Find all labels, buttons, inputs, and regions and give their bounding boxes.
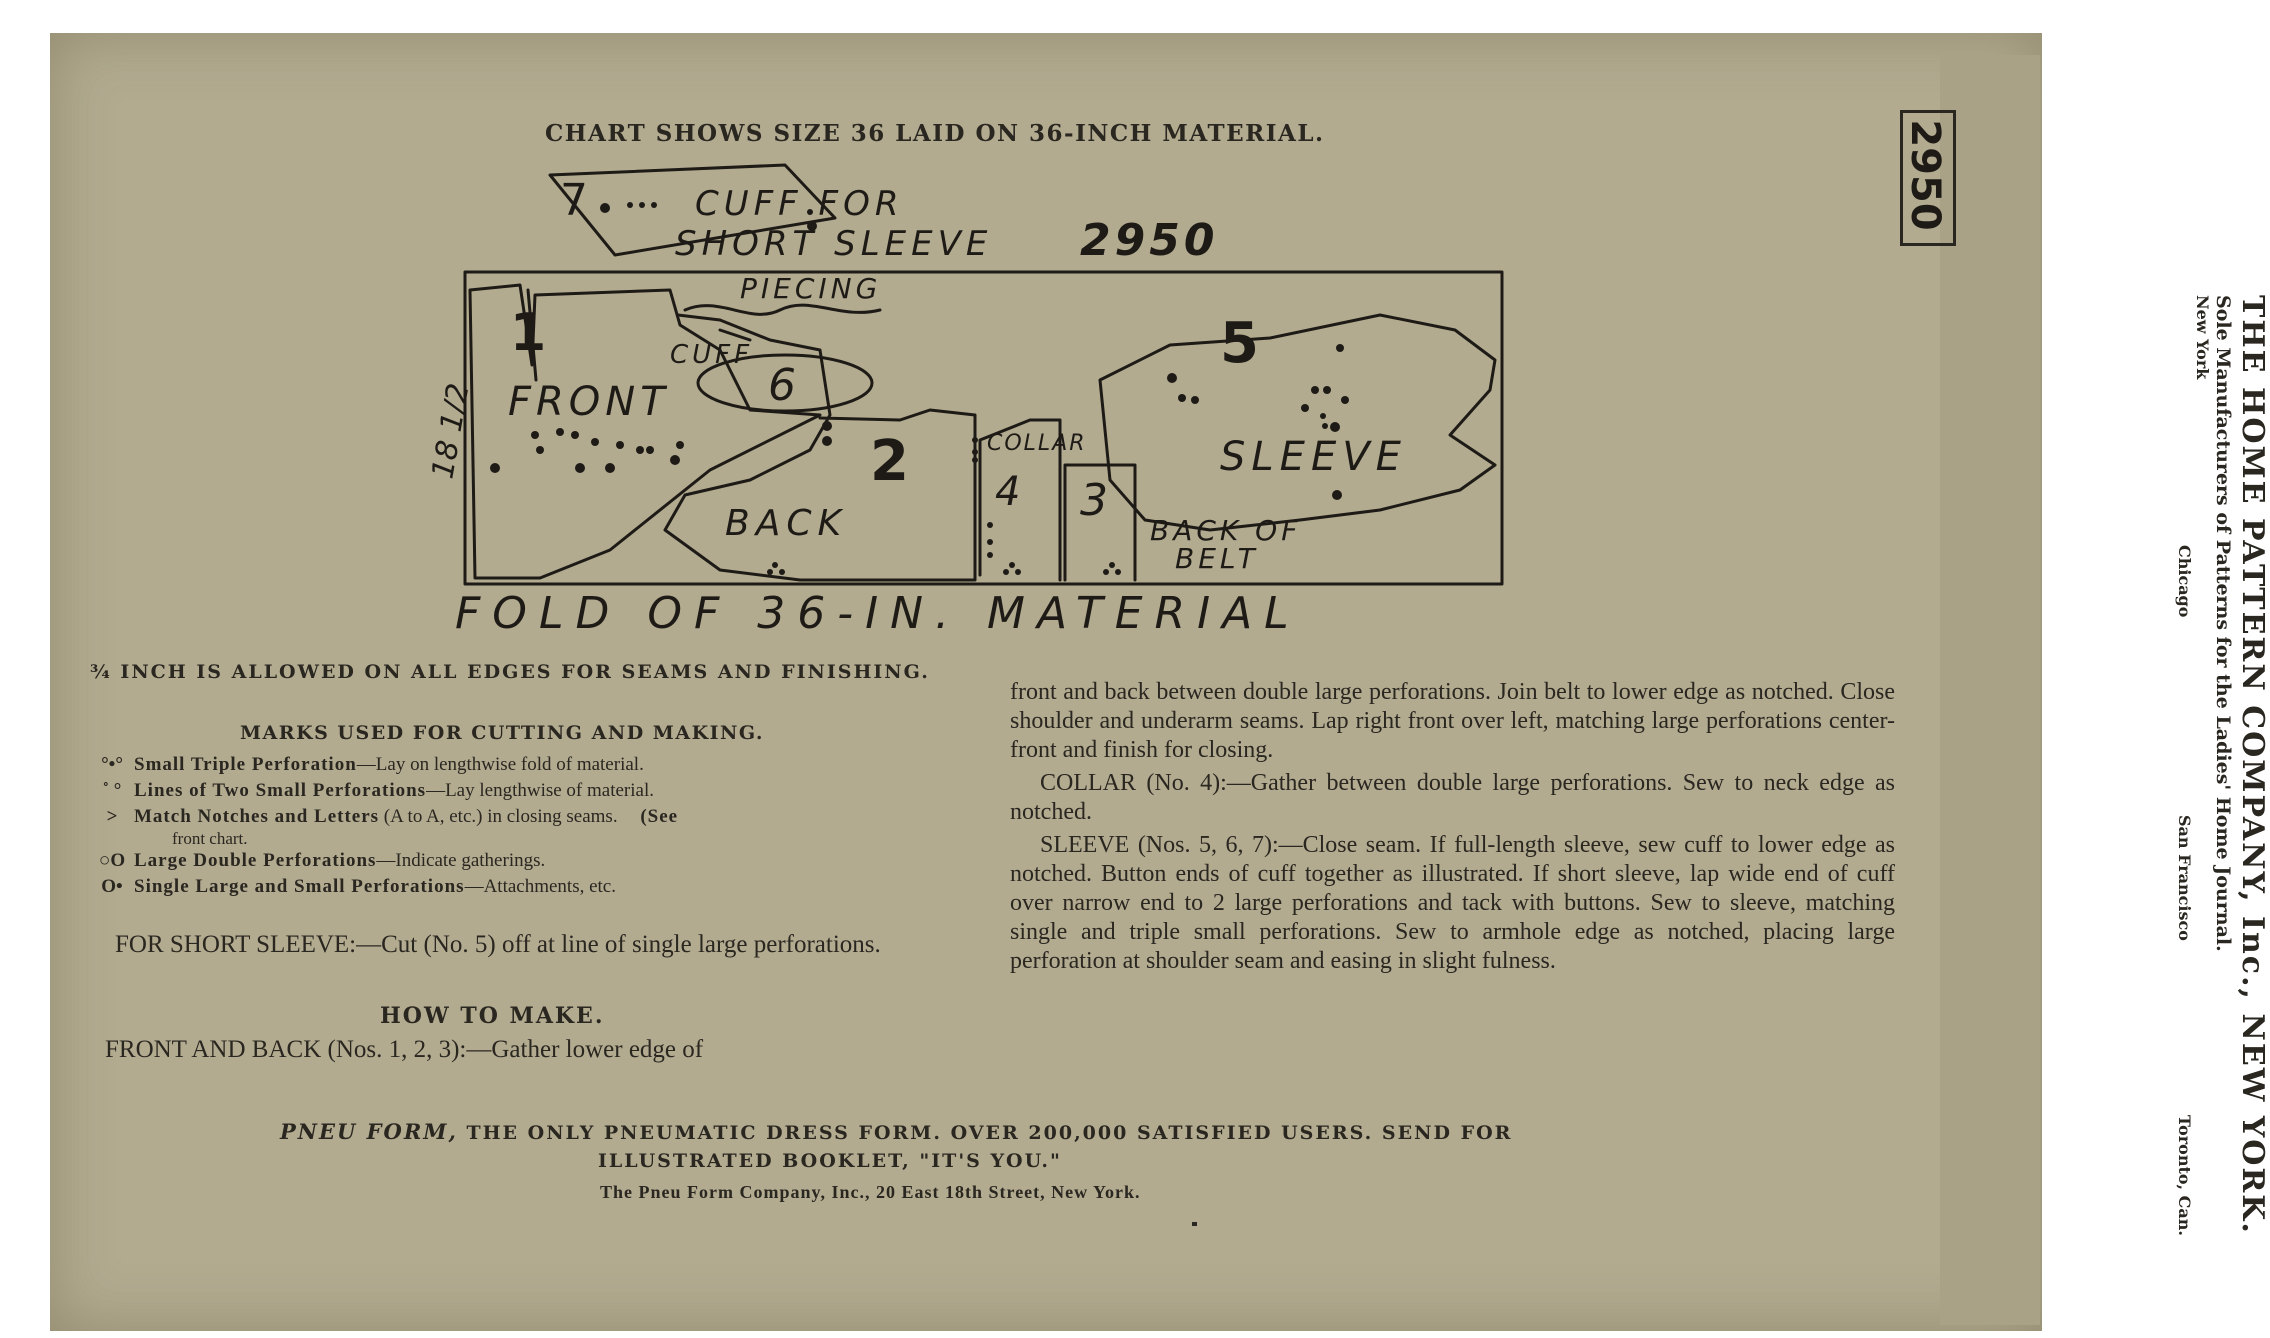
front-back-continued: front and back between double large perforations. Join belt to lower edge as notched. Close shoulder and underarm seams. Lap right front over left, matching large perforations center-front and finish for closing. bbox=[1010, 679, 1895, 763]
mark-term: Single Large and Small Perforations bbox=[134, 876, 465, 897]
company-subtitle: Sole Manufacturers of Patterns for the Ladies' Home Journal. bbox=[2212, 295, 2234, 952]
city-toronto: Toronto, Can. bbox=[2175, 1115, 2194, 1236]
pneu-form-advertisement bbox=[280, 1118, 1700, 1175]
mark-desc: —Lay lengthwise of material. bbox=[426, 780, 655, 801]
seam-allowance-note: ¾ INCH IS ALLOWED ON ALL EDGES FOR SEAMS AND FINISHING. bbox=[90, 661, 930, 683]
list-item bbox=[90, 804, 970, 848]
piece-7-number: 7 bbox=[560, 175, 588, 226]
ad-line-2: ILLUSTRATED BOOKLET, "IT'S YOU." bbox=[598, 1150, 1062, 1172]
list-item bbox=[90, 752, 970, 778]
mark-term: Match Notches and Letters bbox=[134, 806, 380, 827]
mark-term: Lines of Two Small Perforations bbox=[134, 780, 427, 801]
sleeve-instruction: SLEEVE (Nos. 5, 6, 7):—Close seam. If full-length sleeve, sew cuff to lower edge as notched. Button ends of cuff together as illustrated. If short sleeve, lap wide end of cuff over narrow end to 2 large perforations and tack with buttons. Sew to sleeve, matching single and triple small perforations. Sew to armhole edge as notched, placing large perforation at shoulder seam and easing in slight fulness. bbox=[1010, 832, 1895, 974]
company-name: THE HOME PATTERN COMPANY, Inc., NEW YORK. bbox=[2235, 295, 2270, 1235]
mark-desc: (A to A, etc.) in closing seams. bbox=[379, 806, 618, 827]
mark-extra: (See bbox=[640, 806, 679, 827]
instructions-right-column bbox=[1010, 678, 1895, 980]
single-perforation-symbol: O• bbox=[101, 876, 123, 897]
list-item bbox=[90, 778, 970, 804]
marks-list bbox=[90, 752, 970, 900]
ad-line-1: THE ONLY PNEUMATIC DRESS FORM. OVER 200,000 SATISFIED USERS. SEND FOR bbox=[466, 1122, 1513, 1144]
city-chicago: Chicago bbox=[2175, 545, 2194, 618]
piece-4-number: 4 bbox=[995, 469, 1021, 515]
decorative-dot bbox=[1192, 1222, 1197, 1226]
city-san-francisco: San Francisco bbox=[2175, 815, 2194, 941]
collar-label: COLLAR bbox=[987, 431, 1087, 456]
piecing-label: PIECING bbox=[740, 272, 882, 305]
belt-label-line1: BACK OF bbox=[1150, 514, 1302, 547]
piece-1-name: FRONT bbox=[508, 379, 670, 425]
list-item bbox=[90, 848, 970, 874]
mark-term: Large Double Perforations bbox=[134, 850, 377, 871]
mark-continuation: front chart. bbox=[172, 829, 248, 848]
pattern-number: 2950 bbox=[1902, 119, 1948, 231]
city-new-york: New York bbox=[2193, 295, 2212, 380]
cuff-label: CUFF bbox=[670, 340, 754, 370]
piece-6-number: 6 bbox=[768, 360, 796, 411]
piece-5-number: 5 bbox=[1220, 311, 1259, 376]
collar-instruction: COLLAR (No. 4):—Gather between double large perforations. Sew to neck edge as notched. bbox=[1010, 770, 1895, 825]
double-perforation-symbol: ○O bbox=[98, 850, 126, 871]
two-perforation-symbol: ˚ ° bbox=[102, 780, 122, 801]
cuff-note-line2: SHORT SLEEVE bbox=[675, 224, 993, 264]
mark-desc: —Lay on lengthwise fold of material. bbox=[356, 754, 644, 775]
fold-label: FOLD OF 36-IN. MATERIAL bbox=[455, 588, 1301, 639]
brand-name: PNEU FORM, bbox=[280, 1119, 458, 1144]
width-label: 18 1/2 bbox=[425, 380, 477, 482]
notch-symbol: > bbox=[106, 806, 118, 827]
piece-5-outline bbox=[1100, 315, 1495, 530]
chart-title: CHART SHOWS SIZE 36 LAID ON 36-INCH MATERIAL. bbox=[545, 120, 1325, 147]
mark-desc: —Indicate gatherings. bbox=[376, 850, 546, 871]
belt-label-line2: BELT bbox=[1175, 542, 1259, 575]
triple-perforation-symbol: °•° bbox=[101, 754, 123, 775]
marks-title: MARKS USED FOR CUTTING AND MAKING. bbox=[240, 722, 765, 744]
piece-5-name: SLEEVE bbox=[1220, 434, 1407, 480]
company-address: The Pneu Form Company, Inc., 20 East 18th Street, New York. bbox=[600, 1182, 1141, 1202]
piece-3-number: 3 bbox=[1080, 475, 1108, 526]
front-back-instruction: FRONT AND BACK (Nos. 1, 2, 3):—Gather lower edge of bbox=[105, 1036, 704, 1063]
cuff-note-line1: CUFF FOR bbox=[695, 184, 904, 224]
short-sleeve-instruction: FOR SHORT SLEEVE:—Cut (No. 5) off at line of single large perforations. bbox=[115, 931, 881, 958]
fold-rectangle bbox=[465, 272, 1502, 584]
how-to-make-title: HOW TO MAKE. bbox=[380, 1003, 605, 1029]
piece-2-number: 2 bbox=[870, 429, 909, 494]
pattern-layout-diagram bbox=[420, 150, 1570, 640]
pattern-number-handwritten: 2950 bbox=[1080, 215, 1219, 266]
mark-term: Small Triple Perforation bbox=[134, 754, 357, 775]
piece-1-number: 1 bbox=[510, 303, 547, 363]
piece-2-name: BACK bbox=[725, 503, 848, 544]
list-item bbox=[90, 874, 970, 900]
mark-desc: —Attachments, etc. bbox=[464, 876, 616, 897]
